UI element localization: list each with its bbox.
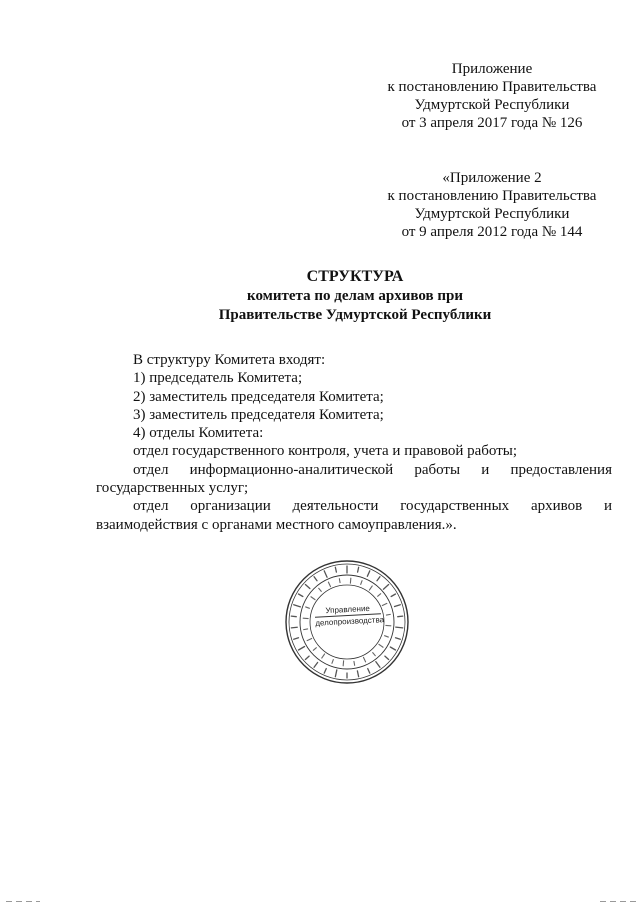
structure-item: 2) заместитель председателя Комитета;	[133, 388, 384, 405]
scan-artifact	[0, 900, 640, 903]
structure-item: 1) председатель Комитета;	[133, 370, 303, 387]
appendix-line: к постановлению Правительства	[387, 188, 597, 204]
document-title	[0, 267, 640, 325]
title-subtitle: Правительстве Удмуртской Республики	[218, 307, 492, 323]
title-heading: СТРУКТУРА	[306, 268, 404, 285]
appendix-header-current	[372, 60, 612, 132]
appendix-line: от 9 апреля 2012 года № 144	[401, 224, 583, 240]
title-subtitle: комитета по делам архивов при	[247, 288, 463, 304]
appendix-header-previous	[372, 169, 612, 241]
department-item-continuation: взаимодействия с органами местного самоуправления.».	[96, 516, 457, 533]
appendix-line: «Приложение 2	[442, 170, 542, 186]
appendix-line: от 3 апреля 2017 года № 126	[401, 115, 583, 131]
appendix-line: Удмуртской Республики	[414, 206, 570, 222]
structure-item: 4) отделы Комитета:	[133, 425, 264, 442]
department-item-continuation: государственных услуг;	[96, 480, 249, 497]
department-item: отдел организации деятельности государственных архивов и	[133, 498, 612, 515]
department-item: отдел информационно-аналитической работы и предоставления	[133, 461, 612, 478]
appendix-line: Приложение	[451, 61, 533, 77]
body-intro: В структуру Комитета входят:	[133, 352, 326, 368]
appendix-line: к постановлению Правительства	[387, 79, 597, 95]
seal-inner-text	[314, 603, 385, 628]
seal-line: делопроизводства	[315, 615, 385, 628]
seal-line: Управление	[325, 603, 371, 616]
department-item: отдел государственного контроля, учета и правовой работы;	[133, 443, 518, 460]
structure-item: 3) заместитель председателя Комитета;	[133, 406, 384, 423]
document-body	[96, 351, 612, 534]
official-seal	[283, 558, 411, 686]
appendix-line: Удмуртской Республики	[414, 97, 570, 113]
